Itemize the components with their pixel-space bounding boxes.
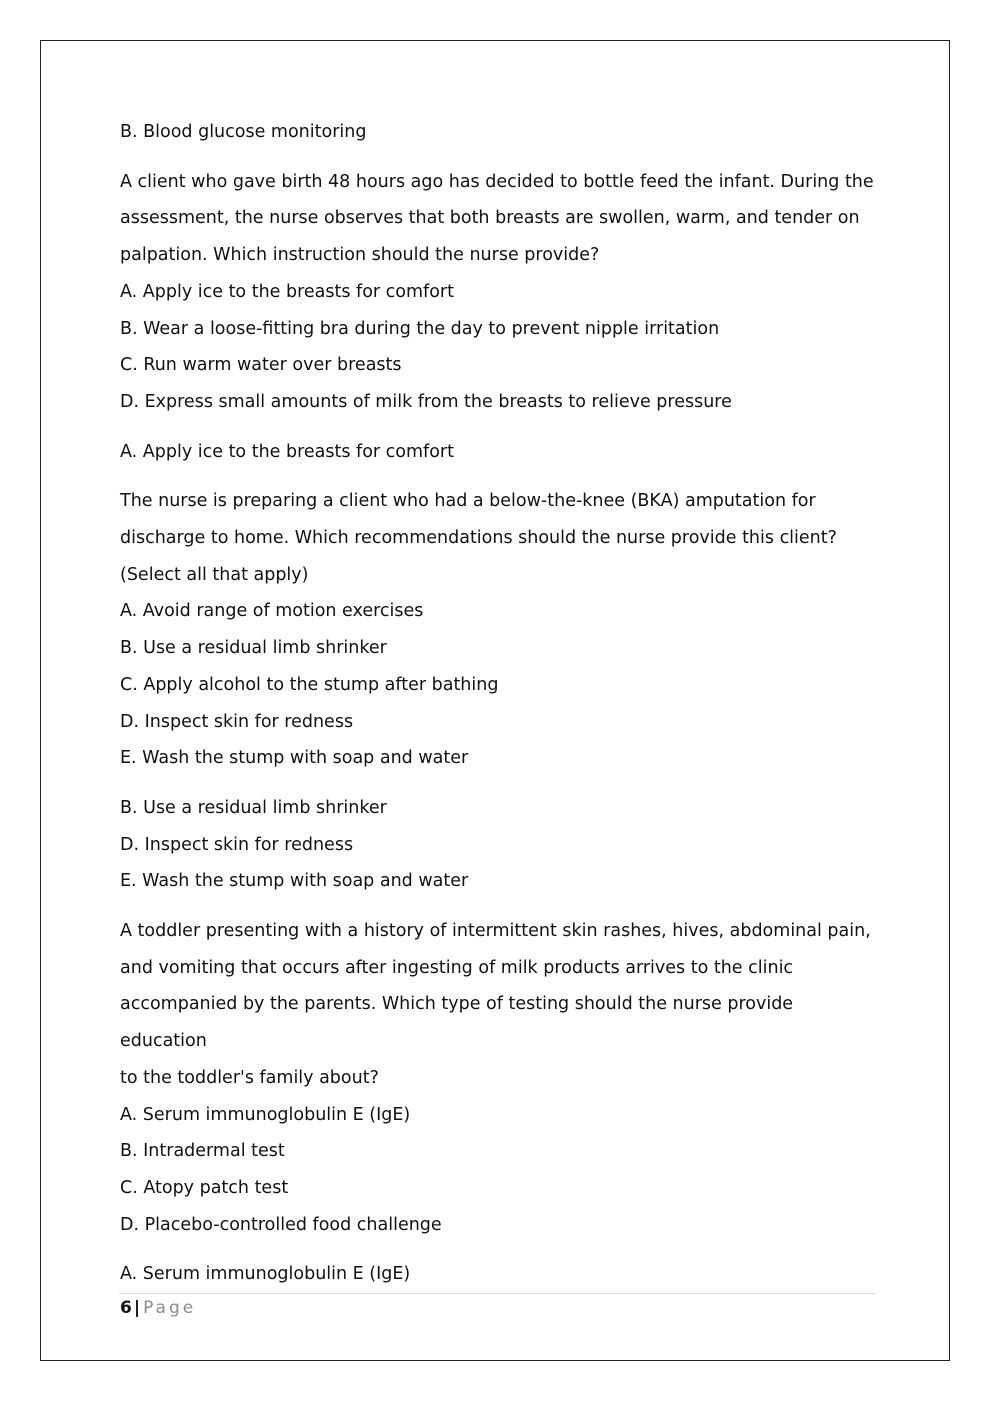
answer-line: E. Wash the stump with soap and water — [120, 871, 469, 892]
answer-line: D. Inspect skin for redness — [120, 834, 354, 855]
question-text-line: (Select all that apply) — [120, 564, 309, 585]
page-footer — [120, 1296, 196, 1320]
footer-divider — [119, 1293, 875, 1294]
option-a: A. Serum immunoglobulin E (IgE) — [120, 1104, 411, 1125]
question-text-line: and vomiting that occurs after ingesting of milk products arrives to the clinic — [120, 957, 794, 978]
answer-block-previous — [120, 114, 876, 151]
option-c: C. Atopy patch test — [120, 1177, 289, 1198]
option-d: D. Placebo-controlled food challenge — [120, 1214, 442, 1235]
question-text-line: A client who gave birth 48 hours ago has decided to bottle feed the infant. During the — [120, 171, 874, 192]
option-d: D. Express small amounts of milk from the breasts to relieve pressure — [120, 391, 732, 412]
option-b: B. Intradermal test — [120, 1141, 285, 1162]
option-e: E. Wash the stump with soap and water — [120, 748, 469, 769]
option-b: B. Use a residual limb shrinker — [120, 638, 387, 659]
answer-line: A. Apply ice to the breasts for comfort — [120, 441, 454, 462]
option-c: C. Apply alcohol to the stump after bathing — [120, 674, 499, 695]
question-text-line: The nurse is preparing a client who had a below-the-knee (BKA) amputation for — [120, 491, 816, 512]
answer-line: A. Serum immunoglobulin E (IgE) — [120, 1264, 411, 1285]
page-number: 6 — [120, 1298, 132, 1318]
question-text-line: A toddler presenting with a history of intermittent skin rashes, hives, abdominal pain, — [120, 921, 871, 942]
option-d: D. Inspect skin for redness — [120, 711, 354, 732]
question-block-bka-amputation — [120, 483, 876, 777]
question-text-line: assessment, the nurse observes that both breasts are swollen, warm, and tender on — [120, 208, 860, 229]
document-body — [120, 114, 876, 1306]
answer-block-milk-allergy — [120, 1256, 876, 1293]
question-text-line: accompanied by the parents. Which type of testing should the nurse provide education — [120, 994, 794, 1052]
page-label: Page — [143, 1298, 197, 1318]
question-text-line: discharge to home. Which recommendations should the nurse provide this client? — [120, 528, 837, 549]
footer-separator: | — [133, 1298, 141, 1318]
answer-block-breast-engorgement — [120, 434, 876, 471]
answer-line: B. Blood glucose monitoring — [120, 122, 367, 142]
question-text-line: to the toddler's family about? — [120, 1067, 379, 1088]
question-block-breast-engorgement — [120, 164, 876, 421]
option-c: C. Run warm water over breasts — [120, 355, 402, 376]
answer-line: B. Use a residual limb shrinker — [120, 797, 387, 818]
option-a: A. Avoid range of motion exercises — [120, 601, 424, 622]
option-a: A. Apply ice to the breasts for comfort — [120, 281, 454, 302]
question-text-line: palpation. Which instruction should the nurse provide? — [120, 245, 600, 266]
option-b: B. Wear a loose-fitting bra during the day to prevent nipple irritation — [120, 318, 720, 339]
question-block-milk-allergy — [120, 913, 876, 1243]
answer-block-bka-amputation — [120, 790, 876, 900]
